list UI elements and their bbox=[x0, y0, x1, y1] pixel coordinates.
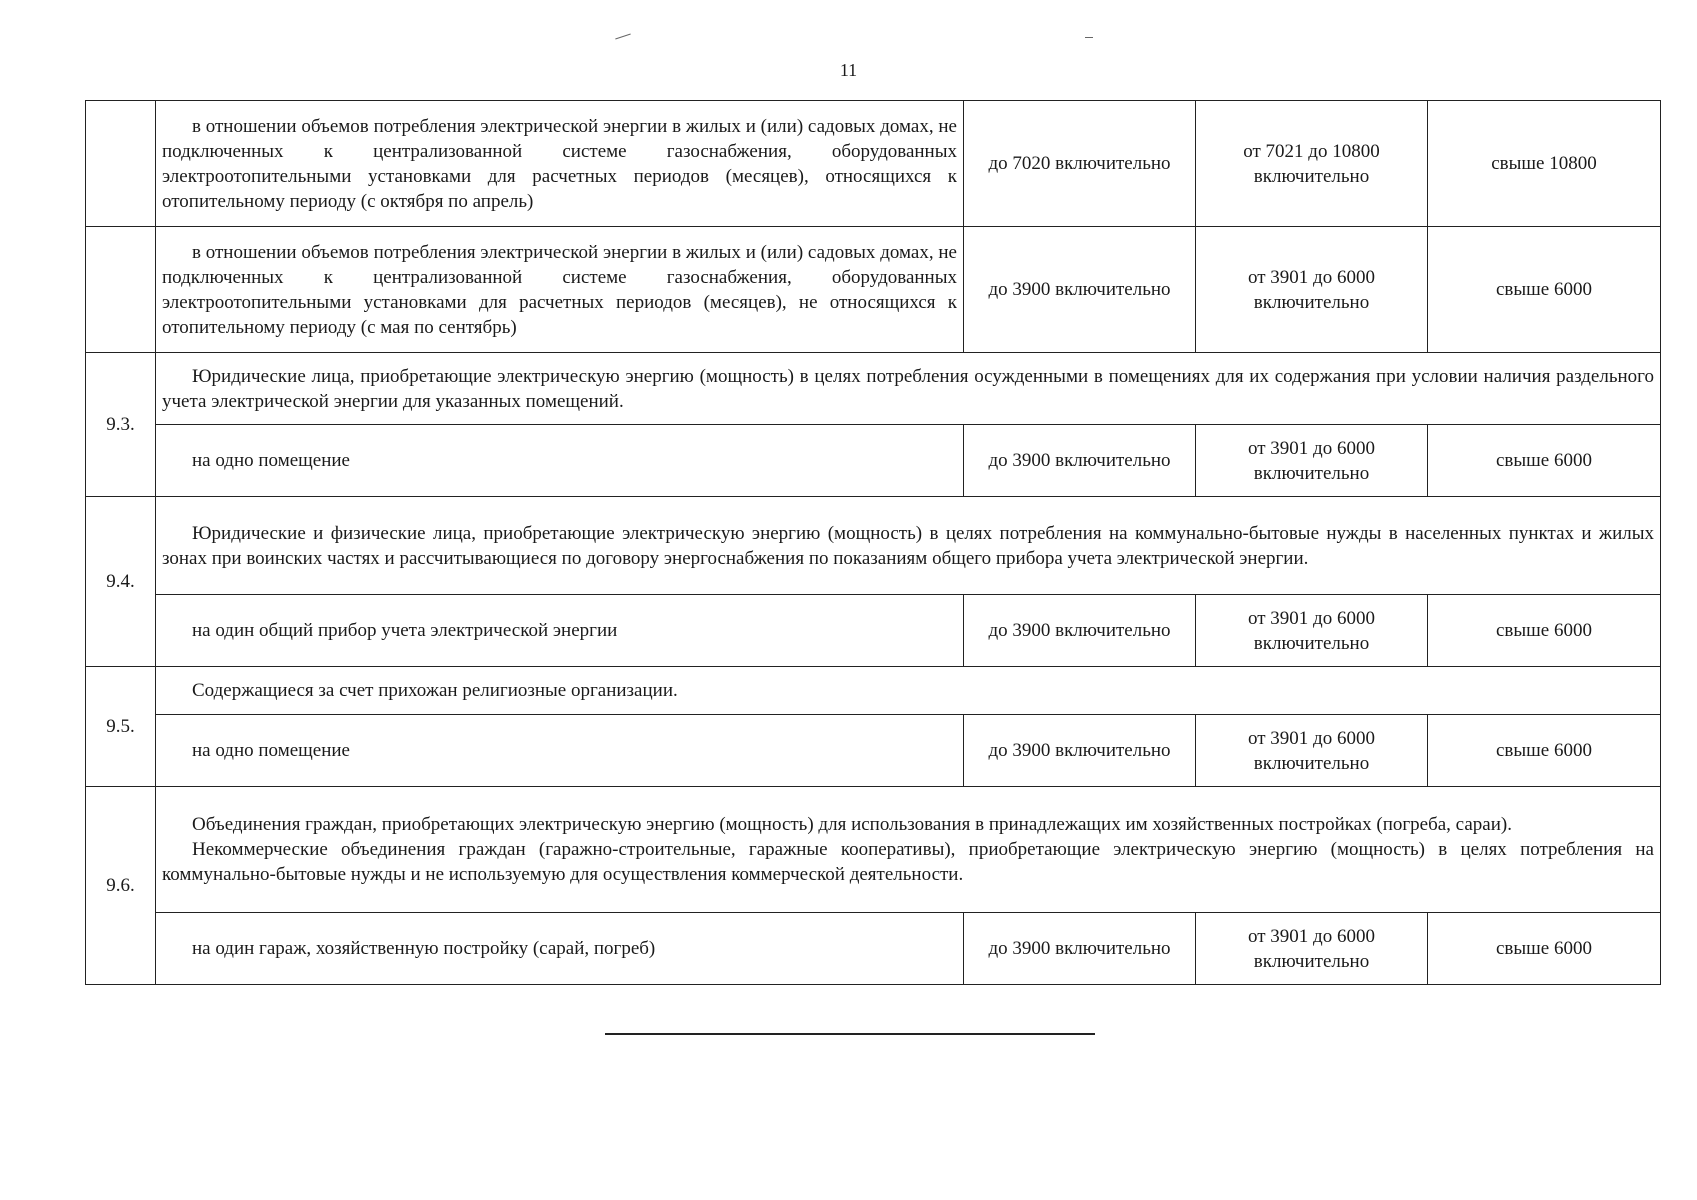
value-range-low: до 3900 включительно bbox=[964, 227, 1196, 353]
value-range-high: свыше 6000 bbox=[1428, 425, 1661, 497]
table-row bbox=[86, 227, 1661, 353]
value-range-low: до 7020 включительно bbox=[964, 101, 1196, 227]
value-range-high: свыше 6000 bbox=[1428, 715, 1661, 787]
row-description: на одно помещение bbox=[156, 715, 964, 787]
table-row bbox=[86, 595, 1661, 667]
table-row bbox=[86, 425, 1661, 497]
table-row bbox=[86, 715, 1661, 787]
section-heading-row bbox=[86, 353, 1661, 425]
section-number: 9.6. bbox=[86, 787, 156, 985]
section-number: 9.3. bbox=[86, 353, 156, 497]
value-range-mid: от 3901 до 6000 включительно bbox=[1196, 425, 1428, 497]
page-number: 11 bbox=[839, 60, 858, 80]
table-row bbox=[86, 101, 1661, 227]
section-heading: Содержащиеся за счет прихожан религиозные организации. bbox=[156, 667, 1661, 715]
value-range-high: свыше 6000 bbox=[1428, 227, 1661, 353]
value-range-low: до 3900 включительно bbox=[964, 425, 1196, 497]
value-range-high: свыше 6000 bbox=[1428, 595, 1661, 667]
value-range-high: свыше 10800 bbox=[1428, 101, 1661, 227]
section-heading: Юридические и физические лица, приобретающие электрическую энергию (мощность) в целях потребления на коммунально-бытовые нужды в населенных пунктах и жилых зонах при воинских частях и рассчитывающиеся по договору энергоснабжения по показаниям общего прибора учета электрической энергии. bbox=[156, 497, 1661, 595]
value-range-high: свыше 6000 bbox=[1428, 913, 1661, 985]
section-number: 9.5. bbox=[86, 667, 156, 787]
value-range-mid: от 3901 до 6000 включительно bbox=[1196, 227, 1428, 353]
section-heading-row bbox=[86, 667, 1661, 715]
row-description: на один общий прибор учета электрической энергии bbox=[156, 595, 964, 667]
section-heading-row bbox=[86, 787, 1661, 913]
value-range-mid: от 3901 до 6000 включительно bbox=[1196, 715, 1428, 787]
row-description: в отношении объемов потребления электрической энергии в жилых и (или) садовых домах, не подключенных к централизованной системе газоснабжения, оборудованных электроотопительными установками для расчетных периодов (месяцев), относящихся к отопительному периоду (с октября по апрель) bbox=[156, 101, 964, 227]
row-description: в отношении объемов потребления электрической энергии в жилых и (или) садовых домах, не подключенных к централизованной системе газоснабжения, оборудованных электроотопительными установками для расчетных периодов (месяцев), не относящихся к отопительному периоду (с мая по сентябрь) bbox=[156, 227, 964, 353]
value-range-mid: от 7021 до 10800 включительно bbox=[1196, 101, 1428, 227]
tariff-table bbox=[85, 100, 1661, 985]
scan-mark-left bbox=[615, 34, 631, 40]
table-row bbox=[86, 913, 1661, 985]
section-heading-row bbox=[86, 497, 1661, 595]
row-number-cell bbox=[86, 101, 156, 227]
section-heading: Юридические лица, приобретающие электрическую энергию (мощность) в целях потребления осужденными в помещениях для их содержания при условии наличия раздельного учета электрической энергии для указанных помещений. bbox=[156, 353, 1661, 425]
section-number: 9.4. bbox=[86, 497, 156, 667]
section-heading: Объединения граждан, приобретающих электрическую энергию (мощность) для использования в принадлежащих им хозяйственных постройках (погреба, сараи). Некоммерческие объединения граждан (гаражно-строительные, гаражные кооперативы), приобретающие электрическую энергию (мощность) в целях потребления на коммунально-бытовые нужды и не используемую для осуществления коммерческой деятельности. bbox=[156, 787, 1661, 913]
value-range-mid: от 3901 до 6000 включительно bbox=[1196, 595, 1428, 667]
row-description: на один гараж, хозяйственную постройку (сарай, погреб) bbox=[156, 913, 964, 985]
row-description: на одно помещение bbox=[156, 425, 964, 497]
footer-divider bbox=[605, 1033, 1095, 1035]
value-range-low: до 3900 включительно bbox=[964, 595, 1196, 667]
value-range-low: до 3900 включительно bbox=[964, 913, 1196, 985]
value-range-mid: от 3901 до 6000 включительно bbox=[1196, 913, 1428, 985]
value-range-low: до 3900 включительно bbox=[964, 715, 1196, 787]
scan-mark-right bbox=[1085, 37, 1093, 38]
row-number-cell bbox=[86, 227, 156, 353]
